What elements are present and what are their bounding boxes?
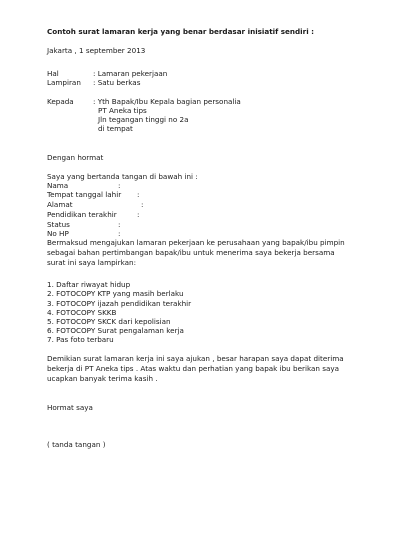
field-hal-label: Hal <box>47 69 59 78</box>
greeting: Dengan hormat <box>47 153 104 162</box>
date-line: Jakarta , 1 september 2013 <box>47 46 146 55</box>
signature-placeholder: ( tanda tangan ) <box>47 440 106 449</box>
attachment-item: 6. FOTOCOPY Surat pengalaman kerja <box>47 326 184 335</box>
purpose-line: surat ini saya lampirkan: <box>47 258 137 267</box>
attachment-item: 7. Pas foto terbaru <box>47 335 114 344</box>
address-line-place: di tempat <box>98 124 133 133</box>
attachment-item: 2. FOTOCOPY KTP yang masih berlaku <box>47 289 184 298</box>
personal-field-ttl-colon: : <box>137 190 140 199</box>
address-line-street: Jln tegangan tinggi no 2a <box>98 115 189 124</box>
personal-field-alamat-colon: : <box>141 200 144 209</box>
purpose-line: Bermaksud mengajukan lamaran pekerjaan ke perusahaan yang bapak/ibu pimpin <box>47 238 345 247</box>
attachment-item: 5. FOTOCOPY SKCK dari kepolisian <box>47 317 171 326</box>
intro-line: Saya yang bertanda tangan di bawah ini : <box>47 172 198 181</box>
personal-field-nama-colon: : <box>118 181 121 190</box>
personal-field-status-colon: : <box>118 220 121 229</box>
personal-field-pendidikan-colon: : <box>137 210 140 219</box>
field-kepada <box>47 98 74 107</box>
personal-field-alamat: Alamat <box>47 200 73 209</box>
closing-line: ucapkan banyak terima kasih . <box>47 374 158 383</box>
personal-field-status: Status <box>47 220 70 229</box>
personal-field-nohp-colon: : <box>118 229 121 238</box>
field-kepada-value: : Yth Bapak/Ibu Kepala bagian personalia <box>93 97 241 106</box>
personal-field-nohp: No HP <box>47 229 69 238</box>
attachment-item: 1. Daftar riwayat hidup <box>47 280 131 289</box>
purpose-line: sebagai bahan pertimbangan bapak/ibu untuk menerima saya bekerja bersama <box>47 248 335 257</box>
personal-field-nama: Nama <box>47 181 69 190</box>
field-lampiran-value: : Satu berkas <box>93 78 141 87</box>
attachment-item: 3. FOTOCOPY ijazah pendidikan terakhir <box>47 299 192 308</box>
closing-line: Demikian surat lamaran kerja ini saya ajukan , besar harapan saya dapat diterima <box>47 354 344 363</box>
personal-field-pendidikan: Pendidikan terakhir <box>47 210 117 219</box>
field-lampiran <box>47 79 81 88</box>
attachment-item: 4. FOTOCOPY SKKB <box>47 308 117 317</box>
signoff: Hormat saya <box>47 403 93 412</box>
personal-field-ttl: Tempat tanggal lahir <box>47 190 122 199</box>
field-lampiran-label: Lampiran <box>47 78 81 87</box>
address-line-company: PT Aneka tips <box>98 106 147 115</box>
document-title: Contoh surat lamaran kerja yang benar berdasar inisiatif sendiri : <box>47 27 315 36</box>
field-kepada-label: Kepada <box>47 97 74 106</box>
field-hal-value: : Lamaran pekerjaan <box>93 69 168 78</box>
closing-line: bekerja di PT Aneka tips . Atas waktu dan perhatian yang bapak ibu berikan saya <box>47 364 340 373</box>
